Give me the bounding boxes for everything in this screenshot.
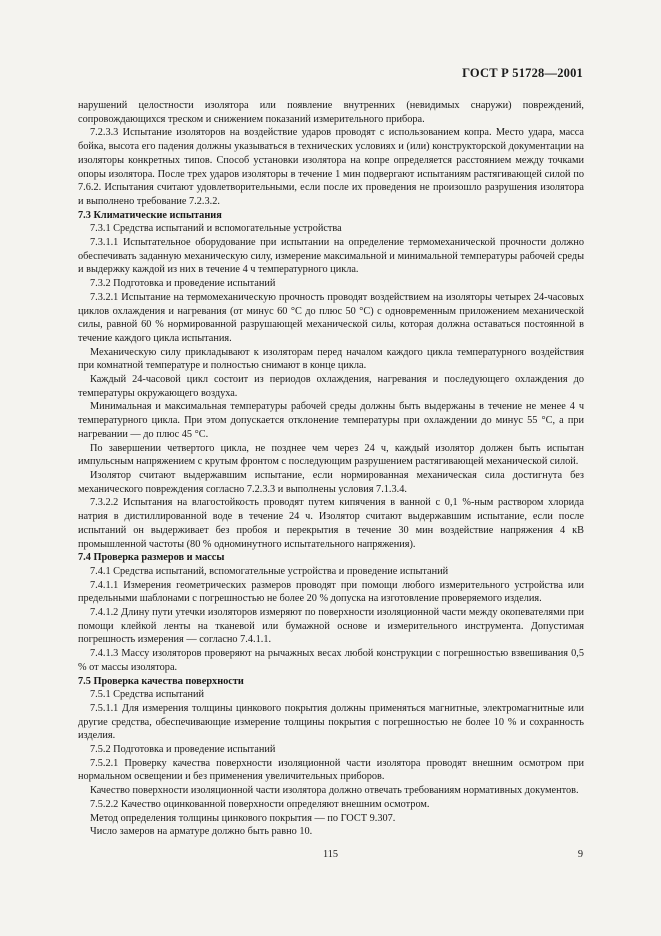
paragraph: Минимальная и максимальная температуры рабочей среды должны быть выдержаны в течение не менее 4 ч температурного цикла. При этом допускается отклонение температуры при охлаждении до минус 55 °С, а при нагревании — до плюс 45 °С.	[78, 401, 584, 440]
section-heading: 7.4 Проверка размеров и массы	[78, 552, 225, 564]
paragraph: Изолятор считают выдержавшим испытание, если нормированная механическая сила достигнута без механического повреждения согласно 7.2.3.3 и выполнены условия 7.1.3.4.	[78, 469, 584, 495]
paragraph: Каждый 24-часовой цикл состоит из периодов охлаждения, нагревания и последующего охлаждения до температуры окружающего воздуха.	[78, 374, 584, 399]
paragraph: 7.4.1.3 Массу изоляторов проверяют на рычажных весах любой конструкции с погрешностью взвешивания 0,5 % от массы изолятора.	[78, 648, 584, 673]
page-number: 115	[322, 849, 339, 860]
paragraph: 7.5.1 Средства испытаний	[90, 689, 205, 701]
paragraph: По завершении четвертого цикла, не позднее чем через 24 ч, каждый изолятор должен быть испытан импульсным напряжением с крутым фронтом с последующим разрушением растягивающей механической силой.	[78, 442, 584, 468]
paragraph: 7.4.1.1 Измерения геометрических размеров проводят при помощи любого измерительного устройства или предельными шаблонами с погрешностью не более 20 % допуска на изготовление проверяемого изделия.	[78, 579, 584, 605]
paragraph: 7.3.2.1 Испытание на термомеханическую прочность проводят воздействием на изоляторы четырех 24-часовых циклов охлаждения и нагревания (от минус 60 °С до плюс 50 °С) с одновременным приложением механической силы, равной 60 % нормированной разрушающей механической силы, которая должна оставаться постоянной в течение каждого цикла испытания.	[78, 291, 584, 344]
paragraph: Число замеров на арматуре должно быть равно 10.	[90, 826, 313, 838]
paragraph: Механическую силу прикладывают к изоляторам перед началом каждого цикла температурного воздействия при комнатной температуре и полностью снимают в конце цикла.	[78, 346, 584, 372]
paragraph: 7.3.1 Средства испытаний и вспомогательные устройства	[90, 223, 342, 235]
paragraph: 7.3.2 Подготовка и проведение испытаний	[90, 278, 276, 290]
paragraph: 7.5.2.2 Качество оцинкованной поверхности определяют внешним осмотром.	[90, 798, 430, 810]
section-heading: 7.5 Проверка качества поверхности	[78, 675, 244, 687]
paragraph: Качество поверхности изоляционной части изолятора должно отвечать требованиям нормативных документов.	[90, 785, 579, 797]
paragraph: 7.3.2.2 Испытания на влагостойкость проводят путем кипячения в ванной с 0,1 %-ным раствором хлорида натрия в дистиллированной воде в течение 24 ч. Изолятор считают выдержавшим испытание, если после испытаний он выдерживает без пробоя и перекрытия в течение 30 мин воздействие напряжения 4 кВ промышленной частоты (80 % одноминутного испытательного напряжения).	[78, 497, 584, 550]
sheet-number: 9	[577, 849, 583, 860]
paragraph: Метод определения толщины цинкового покрытия — по ГОСТ 9.307.	[90, 812, 396, 824]
standard-header: ГОСТ Р 51728—2001	[462, 66, 583, 80]
paragraph: 7.2.3.3 Испытание изоляторов на воздействие ударов проводят с использованием копра. Место удара, масса бойка, высота его падения должны указываться в технических условиях и (или) конструкторской документации на изоляторы конкретных типов. Способ установки изолятора на копре определяется расстоянием между точками опоры изолятора. После трех ударов изоляторы в течение 1 мин подвергают испытаниям растягивающей силой по 7.6.2. Испытания считают удовлетворительными, если после их проведения не произошло разрушения изолятора и выполнено требование 7.2.3.2.	[78, 127, 584, 207]
paragraph: нарушений целостности изолятора или появление внутренних (невидимых снаружи) повреждений, сопровождающихся треском и снижением показаний измерительного прибора.	[78, 100, 584, 125]
document-body	[78, 99, 584, 839]
paragraph: 7.5.2 Подготовка и проведение испытаний	[90, 744, 276, 756]
paragraph: 7.4.1.2 Длину пути утечки изоляторов измеряют по поверхности изоляционной части между окопевателями при помощи клейкой ленты на тканевой или бумажной основе и измерительного инструмента. Допустимая погрешность измерения — согласно 7.4.1.1.	[78, 607, 584, 646]
paragraph: 7.5.2.1 Проверку качества поверхности изоляционной части изолятора проводят внешним осмотром при нормальном освещении и без применения увеличительных приборов.	[78, 757, 584, 783]
section-heading: 7.3 Климатические испытания	[78, 209, 222, 221]
paragraph: 7.4.1 Средства испытаний, вспомогательные устройства и проведение испытаний	[90, 565, 449, 577]
paragraph: 7.5.1.1 Для измерения толщины цинкового покрытия должны применяться магнитные, электромагнитные или другие средства, обеспечивающие измерение толщины покрытия с погрешностью не более 10 % и сохранность изделия.	[78, 702, 584, 742]
paragraph: 7.3.1.1 Испытательное оборудование при испытании на определение термомеханической прочности должно обеспечивать заданную механическую силу, измерение максимальной и минимальной температуры рабочей среды и выдержку каждой из них в течение 4 ч температурного цикла.	[78, 237, 584, 276]
